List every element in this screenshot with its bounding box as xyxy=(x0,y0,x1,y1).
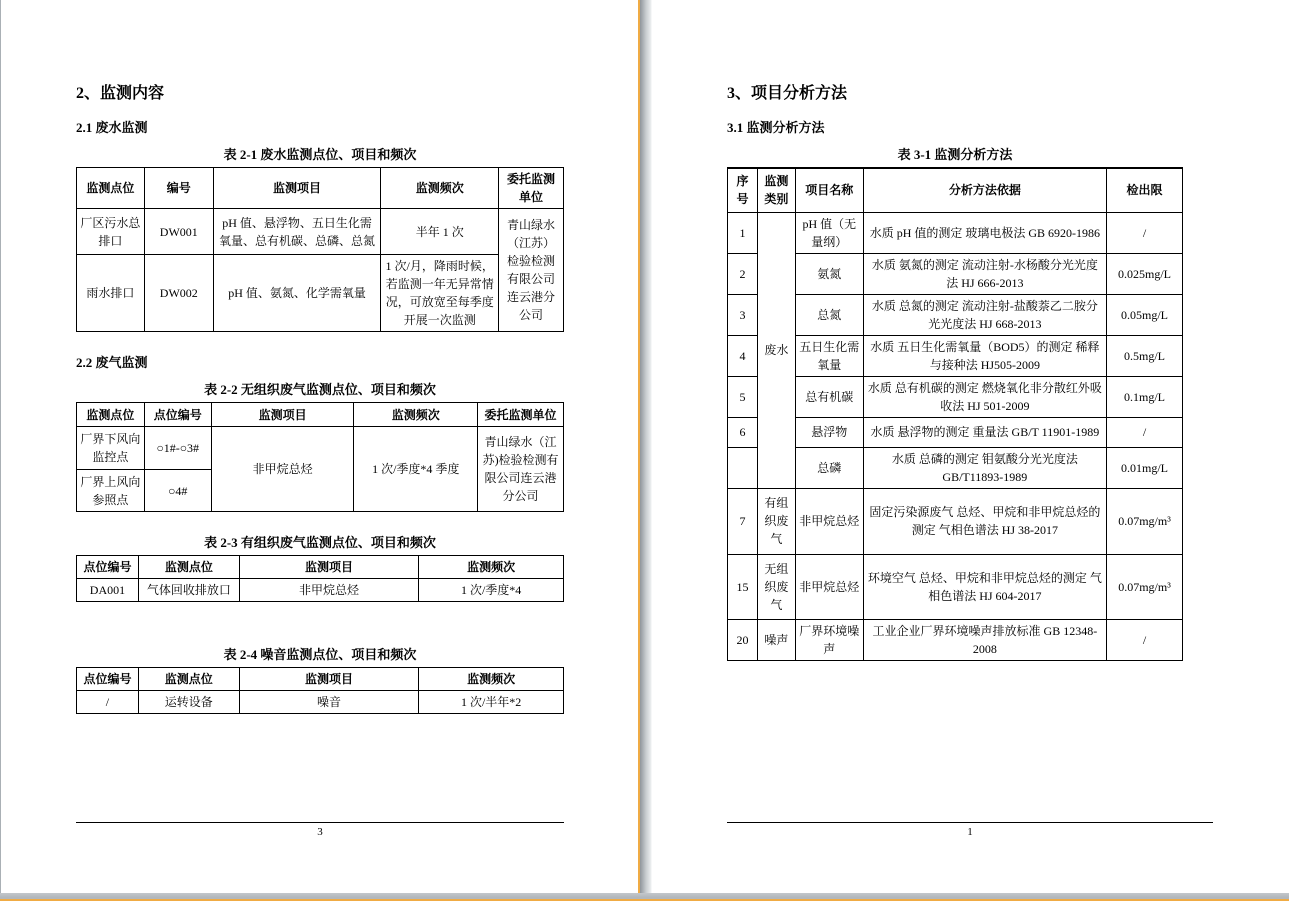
cell-method: 水质 氨氮的测定 流动注射-水杨酸分光光度法 HJ 666-2013 xyxy=(863,253,1106,294)
cell-point: 厂区污水总排口 xyxy=(77,209,145,255)
cell-freq: 1 次/月，降雨时候，若监测一年无异常情况，可放宽至每季度开展一次监测 xyxy=(381,255,499,332)
header-cell: 监测频次 xyxy=(381,168,499,209)
table-row xyxy=(728,417,1183,447)
header-cell: 监测项目 xyxy=(211,403,354,427)
header-cell: 点位编号 xyxy=(77,668,139,691)
cell-limit: 0.5mg/L xyxy=(1107,335,1183,376)
cell-items: pH 值、悬浮物、五日生化需氧量、总有机碳、总磷、总氮 xyxy=(213,209,381,255)
table-row xyxy=(77,691,564,714)
header-cell: 检出限 xyxy=(1107,168,1183,212)
cell-item: 五日生化需氧量 xyxy=(795,335,863,376)
table-row xyxy=(728,376,1183,417)
cell-method: 水质 五日生化需氧量（BOD5）的测定 稀释与接种法 HJ505-2009 xyxy=(863,335,1106,376)
cell-freq: 半年 1 次 xyxy=(381,209,499,255)
cell-freq: 1 次/季度*4 xyxy=(419,579,564,602)
header-cell: 委托监测单位 xyxy=(499,168,564,209)
cell-no: 3 xyxy=(728,294,758,335)
header-cell: 监测频次 xyxy=(419,556,564,579)
table-row xyxy=(77,579,564,602)
cell-item: pH 值（无量纲） xyxy=(795,212,863,253)
cell-item: 非甲烷总烃 xyxy=(239,579,419,602)
table-2-4-section xyxy=(76,644,564,714)
header-cell: 点位编号 xyxy=(144,403,211,427)
table-row xyxy=(77,427,564,470)
header-cell: 委托监测单位 xyxy=(478,403,564,427)
cell-item: 总有机碳 xyxy=(795,376,863,417)
cell-point: 运转设备 xyxy=(138,691,239,714)
cell-freq: 1 次/半年*2 xyxy=(419,691,564,714)
page-footer xyxy=(76,822,564,838)
cell-limit: 0.1mg/L xyxy=(1107,376,1183,417)
header-cell: 监测项目 xyxy=(239,668,419,691)
table-2-1-title: 表 2-1 废水监测点位、项目和频次 xyxy=(223,147,417,162)
cell-method: 工业企业厂界环境噪声排放标准 GB 12348-2008 xyxy=(863,619,1106,660)
cell-point: 雨水排口 xyxy=(77,255,145,332)
header-cell: 序号 xyxy=(728,168,758,212)
cell-no: 2 xyxy=(728,253,758,294)
cell-code: ○1#-○3# xyxy=(144,427,211,470)
cell-limit: 0.025mg/L xyxy=(1107,253,1183,294)
cell-limit: / xyxy=(1107,212,1183,253)
cell-method: 水质 悬浮物的测定 重量法 GB/T 11901-1989 xyxy=(863,417,1106,447)
subsection-heading-2-2: 2.2 废气监测 xyxy=(76,355,148,370)
cell-item: 厂界环境噪声 xyxy=(795,619,863,660)
cell-limit: 0.05mg/L xyxy=(1107,294,1183,335)
cell-item: 非甲烷总烃 xyxy=(795,554,863,619)
cell-no: 1 xyxy=(728,212,758,253)
cell-agency: 青山绿水（江苏)检验检测有限公司连云港分公司 xyxy=(478,427,564,512)
table-3-1-section xyxy=(727,144,1183,661)
cell-item: 悬浮物 xyxy=(795,417,863,447)
cell-no xyxy=(728,447,758,488)
table-2-3 xyxy=(76,555,564,602)
cell-point: 厂界上风向参照点 xyxy=(77,470,145,512)
cell-limit: / xyxy=(1107,619,1183,660)
section-heading-3: 3、项目分析方法 xyxy=(727,85,848,102)
cell-no: 5 xyxy=(728,376,758,417)
cell-limit: 0.01mg/L xyxy=(1107,447,1183,488)
cell-no: 7 xyxy=(728,488,758,554)
cell-item: 非甲烷总烃 xyxy=(795,488,863,554)
header-cell: 点位编号 xyxy=(77,556,139,579)
cell-code: DW001 xyxy=(144,209,213,255)
cell-code: / xyxy=(77,691,139,714)
cell-agency: 青山绿水（江苏）检验检测有限公司连云港分公司 xyxy=(499,209,564,332)
cell-category-noise: 噪声 xyxy=(757,619,795,660)
header-cell: 编号 xyxy=(144,168,213,209)
page-footer xyxy=(727,822,1213,838)
table-2-3-section xyxy=(76,532,564,602)
table-row xyxy=(728,488,1183,554)
cell-method: 固定污染源废气 总烃、甲烷和非甲烷总烃的测定 气相色谱法 HJ 38-2017 xyxy=(863,488,1106,554)
table-2-4 xyxy=(76,667,564,714)
table-3-1 xyxy=(727,167,1183,661)
table-row xyxy=(728,294,1183,335)
header-cell: 监测点位 xyxy=(77,403,145,427)
table-row xyxy=(728,212,1183,253)
table-2-1 xyxy=(76,167,564,332)
page-divider xyxy=(638,0,652,893)
cell-limit: / xyxy=(1107,417,1183,447)
header-cell: 监测点位 xyxy=(138,556,239,579)
page-number: 3 xyxy=(317,826,323,838)
table-2-3-title: 表 2-3 有组织废气监测点位、项目和频次 xyxy=(204,535,436,550)
table-row xyxy=(728,619,1183,660)
cell-limit: 0.07mg/m³ xyxy=(1107,488,1183,554)
cell-no: 20 xyxy=(728,619,758,660)
page-left xyxy=(1,0,638,893)
cell-limit: 0.07mg/m³ xyxy=(1107,554,1183,619)
page-number: 1 xyxy=(967,826,973,838)
cell-category-organized: 有组织废气 xyxy=(757,488,795,554)
table-row xyxy=(728,554,1183,619)
cell-category-fugitive: 无组织废气 xyxy=(757,554,795,619)
header-cell: 监测类别 xyxy=(757,168,795,212)
table-row xyxy=(728,335,1183,376)
cell-item: 非甲烷总烃 xyxy=(211,427,354,512)
table-2-2-section xyxy=(76,379,564,512)
cell-category-wastewater: 废水 xyxy=(757,212,795,488)
table-row xyxy=(77,209,564,255)
cell-item: 总磷 xyxy=(795,447,863,488)
cell-method: 水质 pH 值的测定 玻璃电极法 GB 6920-1986 xyxy=(863,212,1106,253)
subsection-heading-3-1: 3.1 监测分析方法 xyxy=(727,120,825,135)
page-right xyxy=(652,0,1289,893)
cell-no: 6 xyxy=(728,417,758,447)
table-2-2-title: 表 2-2 无组织废气监测点位、项目和频次 xyxy=(204,382,436,397)
header-cell: 项目名称 xyxy=(795,168,863,212)
cell-point: 气体回收排放口 xyxy=(138,579,239,602)
table-2-4-title: 表 2-4 噪音监测点位、项目和频次 xyxy=(223,647,417,662)
cell-item: 总氮 xyxy=(795,294,863,335)
cell-freq: 1 次/季度*4 季度 xyxy=(354,427,478,512)
table-2-2 xyxy=(76,402,564,512)
cell-method: 水质 总磷的测定 钼氨酸分光光度法 GB/T11893-1989 xyxy=(863,447,1106,488)
cell-no: 4 xyxy=(728,335,758,376)
header-cell: 监测项目 xyxy=(213,168,381,209)
cell-item: 噪音 xyxy=(239,691,419,714)
bottom-band xyxy=(0,893,1289,901)
table-row xyxy=(728,447,1183,488)
cell-point: 厂界下风向监控点 xyxy=(77,427,145,470)
cell-items: pH 值、氨氮、化学需氧量 xyxy=(213,255,381,332)
subsection-heading-2-1: 2.1 废水监测 xyxy=(76,120,148,135)
table-3-1-title: 表 3-1 监测分析方法 xyxy=(897,147,1013,162)
table-2-1-section xyxy=(76,144,564,332)
cell-method: 水质 总氮的测定 流动注射-盐酸萘乙二胺分光光度法 HJ 668-2013 xyxy=(863,294,1106,335)
header-cell: 监测频次 xyxy=(419,668,564,691)
cell-method: 水质 总有机碳的测定 燃烧氧化非分散红外吸收法 HJ 501-2009 xyxy=(863,376,1106,417)
header-cell: 监测点位 xyxy=(138,668,239,691)
header-cell: 分析方法依据 xyxy=(863,168,1106,212)
cell-method: 环境空气 总烃、甲烷和非甲烷总烃的测定 气相色谱法 HJ 604-2017 xyxy=(863,554,1106,619)
cell-no: 15 xyxy=(728,554,758,619)
table-row xyxy=(77,255,564,332)
cell-code: DW002 xyxy=(144,255,213,332)
cell-code: DA001 xyxy=(77,579,139,602)
section-heading-2: 2、监测内容 xyxy=(76,85,165,102)
table-row xyxy=(728,253,1183,294)
header-cell: 监测点位 xyxy=(77,168,145,209)
cell-code: ○4# xyxy=(144,470,211,512)
cell-item: 氨氮 xyxy=(795,253,863,294)
header-cell: 监测项目 xyxy=(239,556,419,579)
header-cell: 监测频次 xyxy=(354,403,478,427)
